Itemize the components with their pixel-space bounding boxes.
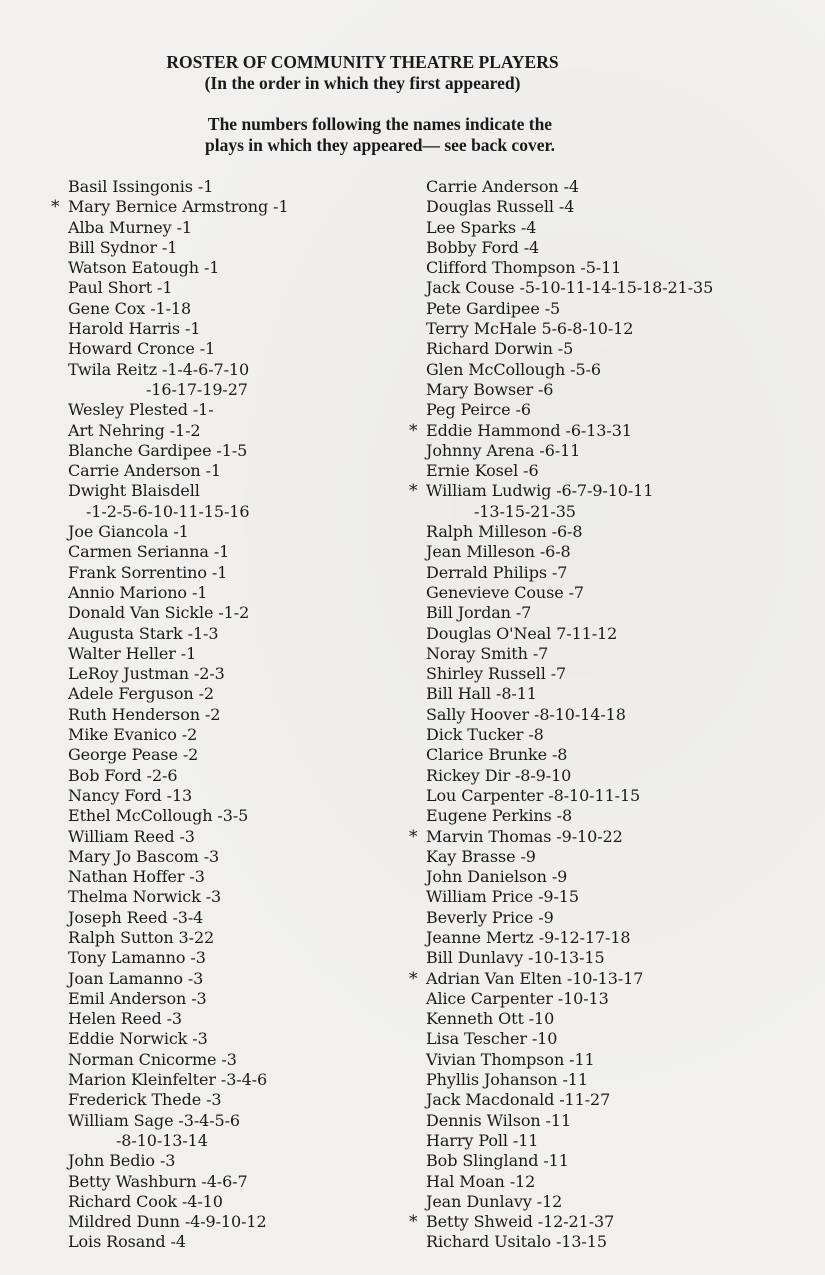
player-name: Joseph Reed -3-4 (68, 907, 204, 927)
roster-entry (409, 826, 806, 847)
roster-entry (426, 1050, 806, 1070)
player-name: Lisa Tescher -10 (426, 1029, 558, 1049)
roster-entry (68, 684, 408, 704)
roster-entry (426, 1070, 806, 1090)
roster-entry (68, 400, 408, 420)
roster-entry (68, 1172, 408, 1192)
player-name: Helen Reed -3 (68, 1009, 182, 1029)
title-line-1: ROSTER OF COMMUNITY THEATRE PLAYERS (166, 52, 559, 72)
roster-entry (426, 1009, 806, 1029)
roster-entry (409, 1212, 806, 1233)
player-name: Betty Shweid -12-21-37 (426, 1212, 615, 1232)
roster-entry (68, 786, 408, 806)
player-name: Carrie Anderson -1 (68, 461, 221, 481)
roster-entry (68, 522, 408, 542)
player-name: Emil Anderson -3 (68, 988, 207, 1008)
player-name: Phyllis Johanson -11 (426, 1070, 588, 1090)
player-name: Dick Tucker -8 (426, 725, 544, 745)
roster-entry (68, 1009, 408, 1029)
roster-entry (426, 989, 806, 1009)
player-name: Lou Carpenter -8-10-11-15 (426, 785, 641, 805)
roster-entry (68, 177, 408, 197)
roster-entry (426, 563, 806, 583)
roster-entry (68, 563, 408, 583)
roster-entry (426, 218, 806, 238)
player-name: Douglas O'Neal 7-11-12 (426, 623, 618, 643)
player-name: Tony Lamanno -3 (68, 948, 206, 968)
player-name: Johnny Arena -6-11 (426, 440, 581, 460)
player-name: Mary Jo Bascom -3 (68, 846, 220, 866)
player-name: Kenneth Ott -10 (426, 1009, 555, 1029)
roster-entry (68, 1029, 408, 1049)
roster-entry (426, 583, 806, 603)
roster-entry (68, 887, 408, 907)
player-name: Bill Dunlavy -10-13-15 (426, 948, 605, 968)
player-name: Richard Cook -4-10 (68, 1191, 223, 1211)
player-name: William Sage -3-4-5-6 (68, 1110, 240, 1130)
roster-entry (68, 989, 408, 1009)
roster-entry (68, 481, 408, 522)
asterisk-marker: * (409, 420, 418, 441)
asterisk-marker: * (409, 968, 418, 989)
roster-entry (68, 1151, 408, 1171)
roster-entry (426, 1111, 806, 1131)
player-name: Ethel McCollough -3-5 (68, 806, 249, 826)
player-name: Joan Lamanno -3 (68, 968, 204, 988)
roster-entry (426, 745, 806, 765)
player-name: Alba Murney -1 (68, 217, 192, 237)
roster-entry (426, 664, 806, 684)
player-name: Genevieve Couse -7 (426, 582, 584, 602)
roster-entry (426, 1131, 806, 1151)
player-name: Bob Ford -2-6 (68, 765, 178, 785)
player-name: Eddie Norwick -3 (68, 1029, 208, 1049)
roster-entry (68, 238, 408, 258)
roster-entry (426, 847, 806, 867)
player-name: Nathan Hoffer -3 (68, 867, 205, 887)
player-name: John Danielson -9 (426, 867, 568, 887)
player-name: Noray Smith -7 (426, 643, 549, 663)
roster-entry (426, 684, 806, 704)
player-name: Rickey Dir -8-9-10 (426, 765, 572, 785)
player-name: Alice Carpenter -10-13 (426, 988, 609, 1008)
roster-entry (68, 624, 408, 644)
player-name: Eddie Hammond -6-13-31 (426, 420, 632, 440)
roster-entry (426, 278, 806, 298)
player-name: Mike Evanico -2 (68, 725, 198, 745)
player-name: Carrie Anderson -4 (426, 177, 579, 196)
player-name: Mary Bowser -6 (426, 379, 554, 399)
player-name: Paul Short -1 (68, 278, 173, 298)
roster-entry (68, 258, 408, 278)
roster-entry (426, 339, 806, 359)
roster-entry (426, 766, 806, 786)
player-name: Clifford Thompson -5-11 (426, 258, 622, 278)
roster-entry (68, 908, 408, 928)
roster-entry (68, 705, 408, 725)
roster-entry (68, 766, 408, 786)
player-name: Kay Brasse -9 (426, 846, 536, 866)
player-name: Donald Van Sickle -1-2 (68, 603, 250, 623)
roster-entry (68, 1212, 408, 1232)
roster-entry (68, 1111, 408, 1152)
roster-note (0, 114, 760, 156)
player-name: Jack Couse -5-10-11-14-15-18-21-35 (426, 278, 714, 298)
player-name: Dwight Blaisdell (68, 481, 200, 501)
player-name: Terry McHale 5-6-8-10-12 (426, 319, 634, 339)
roster-entry (68, 806, 408, 826)
player-name: Sally Hoover -8-10-14-18 (426, 704, 626, 724)
player-name: Adrian Van Elten -10-13-17 (426, 968, 644, 988)
player-name: Lee Sparks -4 (426, 217, 537, 237)
roster-entry (68, 664, 408, 684)
roster-entry (409, 420, 806, 441)
roster-entry (68, 867, 408, 887)
player-name: Derrald Philips -7 (426, 562, 568, 582)
roster-entry (68, 1232, 408, 1252)
roster-entry (426, 786, 806, 806)
player-name: Richard Usitalo -13-15 (426, 1232, 607, 1252)
player-name: Marvin Thomas -9-10-22 (426, 826, 623, 846)
player-name: Clarice Brunke -8 (426, 745, 568, 765)
player-name: Ralph Milleson -6-8 (426, 522, 583, 542)
roster-entry (68, 745, 408, 765)
player-name: Dennis Wilson -11 (426, 1110, 572, 1130)
player-name: Vivian Thompson -11 (426, 1049, 595, 1069)
player-name: Ralph Sutton 3-22 (68, 927, 215, 947)
roster-entry (426, 725, 806, 745)
player-name: Harold Harris -1 (68, 319, 201, 339)
roster-entry (68, 644, 408, 664)
roster-entry (68, 542, 408, 562)
roster-entry (426, 197, 806, 217)
player-name: Annio Mariono -1 (68, 582, 208, 602)
player-name: Art Nehring -1-2 (68, 420, 201, 440)
player-name: Lois Rosand -4 (68, 1232, 186, 1252)
player-name: Bobby Ford -4 (426, 237, 540, 257)
roster-entry (426, 624, 806, 644)
player-name: Basil Issingonis -1 (68, 177, 214, 196)
player-name: Blanche Gardipee -1-5 (68, 440, 248, 460)
player-name: Twila Reitz -1-4-6-7-10 (68, 359, 250, 379)
player-name: Ernie Kosel -6 (426, 461, 539, 481)
player-name: George Pease -2 (68, 745, 199, 765)
player-name: William Price -9-15 (426, 887, 579, 907)
roster-entry (68, 928, 408, 948)
player-name: Jack Macdonald -11-27 (426, 1090, 611, 1110)
roster-entry (426, 461, 806, 481)
asterisk-marker: * (51, 197, 60, 218)
player-name: Eugene Perkins -8 (426, 806, 573, 826)
roster-entry (68, 827, 408, 847)
player-name: Norman Cnicorme -3 (68, 1049, 237, 1069)
player-name: Glen McCollough -5-6 (426, 359, 601, 379)
note-line-2: plays in which they appeared— see back cover. (204, 135, 556, 155)
roster-entry (426, 867, 806, 887)
player-name: Nancy Ford -13 (68, 785, 193, 805)
player-name: Hal Moan -12 (426, 1171, 536, 1191)
roster-entry (68, 1070, 408, 1090)
player-name: Wesley Plested -1- (68, 400, 214, 420)
roster-entry (68, 725, 408, 745)
roster-entry (68, 461, 408, 481)
roster-entry (68, 421, 408, 441)
player-name: Shirley Russell -7 (426, 664, 567, 684)
roster-entry (409, 481, 806, 522)
player-name: Augusta Stark -1-3 (68, 623, 219, 643)
title-line-2: (In the order in which they first appeared) (204, 73, 521, 93)
player-name: Peg Peirce -6 (426, 400, 531, 420)
roster-entry (426, 603, 806, 623)
roster-entry (68, 278, 408, 298)
player-name: Jean Milleson -6-8 (426, 542, 571, 562)
player-plays-continued: -1-2-5-6-10-11-15-16 (86, 501, 250, 521)
player-name: Mildred Dunn -4-9-10-12 (68, 1212, 267, 1232)
roster-entry (68, 1050, 408, 1070)
roster-entry (426, 542, 806, 562)
roster-entry (68, 441, 408, 461)
roster-entry (426, 441, 806, 461)
roster-entry (426, 928, 806, 948)
roster-entry (409, 968, 806, 989)
roster-entry (426, 238, 806, 258)
roster-entry (426, 1172, 806, 1192)
roster-entry (68, 603, 408, 623)
player-name: Harry Poll -11 (426, 1130, 539, 1150)
player-name: Bob Slingland -11 (426, 1151, 569, 1171)
player-name: Jean Dunlavy -12 (426, 1191, 563, 1211)
player-name: Jeanne Mertz -9-12-17-18 (426, 927, 631, 947)
roster-entry (68, 1090, 408, 1110)
roster-entry (426, 644, 806, 664)
roster-entry (426, 400, 806, 420)
player-name: Adele Ferguson -2 (68, 684, 214, 704)
player-name: John Bedio -3 (68, 1151, 176, 1171)
roster-entry (68, 299, 408, 319)
player-name: Thelma Norwick -3 (68, 887, 222, 907)
player-name: Douglas Russell -4 (426, 197, 575, 217)
roster-entry (68, 847, 408, 867)
roster-entry (426, 319, 806, 339)
roster-entry (68, 360, 408, 401)
player-name: Mary Bernice Armstrong -1 (68, 197, 289, 217)
player-name: William Ludwig -6-7-9-10-11 (426, 481, 654, 501)
roster-entry (68, 319, 408, 339)
roster-entry (426, 299, 806, 319)
player-name: Frank Sorrentino -1 (68, 562, 228, 582)
player-name: Bill Hall -8-11 (426, 684, 537, 704)
roster-entry (426, 705, 806, 725)
roster-entry (426, 522, 806, 542)
player-name: Gene Cox -1-18 (68, 298, 192, 318)
player-name: Ruth Henderson -2 (68, 704, 221, 724)
roster-entry (68, 969, 408, 989)
player-name: Marion Kleinfelter -3-4-6 (68, 1070, 268, 1090)
player-plays-continued: -16-17-19-27 (146, 379, 248, 399)
roster-entry (68, 583, 408, 603)
roster-entry (68, 1192, 408, 1212)
player-name: Carmen Serianna -1 (68, 542, 230, 562)
roster-entry (68, 218, 408, 238)
roster-entry (426, 1192, 806, 1212)
player-name: Watson Eatough -1 (68, 258, 220, 278)
player-plays-continued: -13-15-21-35 (474, 501, 576, 521)
roster-entry (426, 908, 806, 928)
roster-entry (426, 177, 806, 197)
player-name: Richard Dorwin -5 (426, 339, 574, 359)
asterisk-marker: * (409, 826, 418, 847)
roster-entry (426, 806, 806, 826)
roster-entry (426, 1029, 806, 1049)
asterisk-marker: * (409, 1212, 418, 1233)
player-name: Walter Heller -1 (68, 643, 197, 663)
roster-entry (426, 1151, 806, 1171)
player-name: Pete Gardipee -5 (426, 298, 561, 318)
roster-right-column (409, 177, 806, 1253)
player-name: William Reed -3 (68, 826, 195, 846)
roster-entry (426, 948, 806, 968)
roster-entry (426, 360, 806, 380)
player-name: Frederick Thede -3 (68, 1090, 222, 1110)
player-name: Bill Sydnor -1 (68, 237, 178, 257)
roster-entry (426, 1090, 806, 1110)
player-plays-continued: -8-10-13-14 (116, 1130, 208, 1150)
roster-left-column (51, 177, 408, 1253)
roster-entry (426, 258, 806, 278)
roster-entry (68, 948, 408, 968)
roster-title (0, 52, 725, 94)
player-name: Betty Washburn -4-6-7 (68, 1171, 248, 1191)
player-name: LeRoy Justman -2-3 (68, 664, 225, 684)
note-line-1: The numbers following the names indicate the (207, 114, 553, 134)
player-name: Howard Cronce -1 (68, 339, 216, 359)
player-name: Bill Jordan -7 (426, 603, 532, 623)
roster-entry (426, 1232, 806, 1252)
player-name: Joe Giancola -1 (68, 522, 189, 542)
roster-entry (426, 887, 806, 907)
asterisk-marker: * (409, 481, 418, 502)
player-name: Beverly Price -9 (426, 907, 554, 927)
roster-entry (51, 197, 408, 218)
roster-entry (426, 380, 806, 400)
roster-entry (68, 339, 408, 359)
